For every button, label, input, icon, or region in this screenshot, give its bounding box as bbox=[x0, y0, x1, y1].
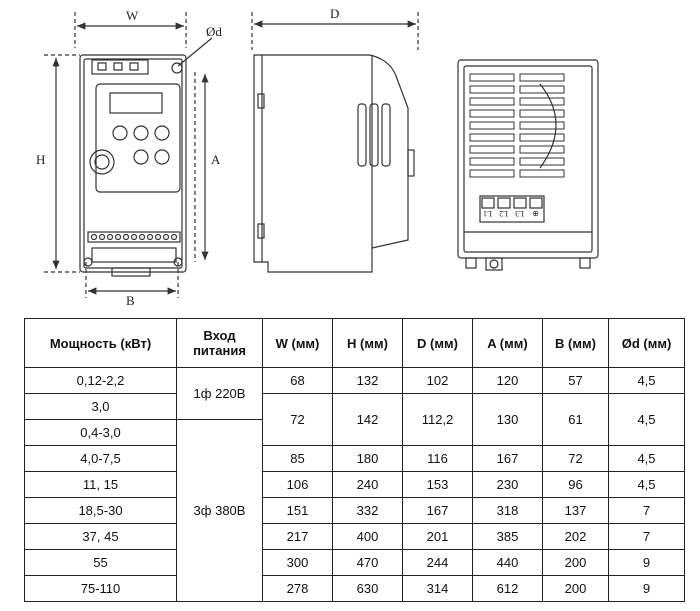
size-cell: 278 bbox=[263, 576, 333, 602]
rear-view bbox=[458, 60, 598, 270]
side-view bbox=[252, 12, 418, 272]
size-cell: 240 bbox=[333, 472, 403, 498]
header-input: Вход питания bbox=[177, 319, 263, 368]
power-cell: 37, 45 bbox=[25, 524, 177, 550]
size-cell: 167 bbox=[403, 498, 473, 524]
size-cell: 201 bbox=[403, 524, 473, 550]
header-b: B (мм) bbox=[543, 319, 609, 368]
terminal-l1: L1 bbox=[483, 209, 492, 218]
size-cell: 4,5 bbox=[609, 394, 685, 446]
power-cell: 0,4-3,0 bbox=[25, 420, 177, 446]
table-row bbox=[25, 368, 685, 394]
terminal-l3: L3 bbox=[515, 209, 524, 218]
size-cell: 470 bbox=[333, 550, 403, 576]
power-cell: 11, 15 bbox=[25, 472, 177, 498]
size-cell: 332 bbox=[333, 498, 403, 524]
header-h: H (мм) bbox=[333, 319, 403, 368]
size-cell: 630 bbox=[333, 576, 403, 602]
size-cell: 385 bbox=[473, 524, 543, 550]
size-cell: 7 bbox=[609, 524, 685, 550]
front-view bbox=[44, 12, 212, 298]
size-cell: 400 bbox=[333, 524, 403, 550]
size-cell: 314 bbox=[403, 576, 473, 602]
size-cell: 68 bbox=[263, 368, 333, 394]
table-row bbox=[25, 446, 685, 472]
input-cell: 3ф 380В bbox=[177, 420, 263, 602]
size-cell: 151 bbox=[263, 498, 333, 524]
label-od: Ød bbox=[206, 24, 222, 39]
label-b: B bbox=[126, 293, 135, 308]
size-cell: 72 bbox=[263, 394, 333, 446]
label-h: H bbox=[36, 152, 46, 167]
size-cell: 130 bbox=[473, 394, 543, 446]
table-row bbox=[25, 394, 685, 420]
table-row bbox=[25, 472, 685, 498]
size-cell: 85 bbox=[263, 446, 333, 472]
size-cell: 202 bbox=[543, 524, 609, 550]
size-cell: 200 bbox=[543, 550, 609, 576]
terminal-ground: ⊕ bbox=[532, 209, 539, 218]
header-power: Мощность (кВт) bbox=[25, 319, 177, 368]
size-cell: 96 bbox=[543, 472, 609, 498]
power-cell: 4,0-7,5 bbox=[25, 446, 177, 472]
size-cell: 244 bbox=[403, 550, 473, 576]
size-cell: 167 bbox=[473, 446, 543, 472]
size-cell: 9 bbox=[609, 550, 685, 576]
size-cell: 217 bbox=[263, 524, 333, 550]
size-cell: 440 bbox=[473, 550, 543, 576]
header-a: A (мм) bbox=[473, 319, 543, 368]
table-row bbox=[25, 550, 685, 576]
size-cell: 180 bbox=[333, 446, 403, 472]
size-cell: 61 bbox=[543, 394, 609, 446]
header-w: W (мм) bbox=[263, 319, 333, 368]
size-cell: 120 bbox=[473, 368, 543, 394]
size-cell: 57 bbox=[543, 368, 609, 394]
label-w: W bbox=[126, 8, 139, 23]
size-cell: 200 bbox=[543, 576, 609, 602]
table-row bbox=[25, 576, 685, 602]
header-d: D (мм) bbox=[403, 319, 473, 368]
power-cell: 3,0 bbox=[25, 394, 177, 420]
power-cell: 18,5-30 bbox=[25, 498, 177, 524]
size-cell: 102 bbox=[403, 368, 473, 394]
size-cell: 112,2 bbox=[403, 394, 473, 446]
size-cell: 106 bbox=[263, 472, 333, 498]
header-od: Ød (мм) bbox=[609, 319, 685, 368]
size-cell: 72 bbox=[543, 446, 609, 472]
size-cell: 612 bbox=[473, 576, 543, 602]
size-cell: 4,5 bbox=[609, 472, 685, 498]
size-cell: 4,5 bbox=[609, 446, 685, 472]
size-cell: 132 bbox=[333, 368, 403, 394]
size-cell: 137 bbox=[543, 498, 609, 524]
size-cell: 153 bbox=[403, 472, 473, 498]
size-cell: 7 bbox=[609, 498, 685, 524]
power-cell: 55 bbox=[25, 550, 177, 576]
size-cell: 230 bbox=[473, 472, 543, 498]
label-a: A bbox=[211, 152, 221, 167]
table-header-row bbox=[25, 319, 685, 368]
size-cell: 142 bbox=[333, 394, 403, 446]
size-cell: 4,5 bbox=[609, 368, 685, 394]
terminal-l2: L2 bbox=[499, 209, 508, 218]
power-cell: 75-110 bbox=[25, 576, 177, 602]
size-cell: 9 bbox=[609, 576, 685, 602]
size-cell: 116 bbox=[403, 446, 473, 472]
label-d: D bbox=[330, 6, 340, 21]
table-row bbox=[25, 524, 685, 550]
table-row bbox=[25, 498, 685, 524]
size-cell: 318 bbox=[473, 498, 543, 524]
power-cell: 0,12-2,2 bbox=[25, 368, 177, 394]
input-cell: 1ф 220В bbox=[177, 368, 263, 420]
dimensions-table bbox=[24, 318, 685, 602]
size-cell: 300 bbox=[263, 550, 333, 576]
